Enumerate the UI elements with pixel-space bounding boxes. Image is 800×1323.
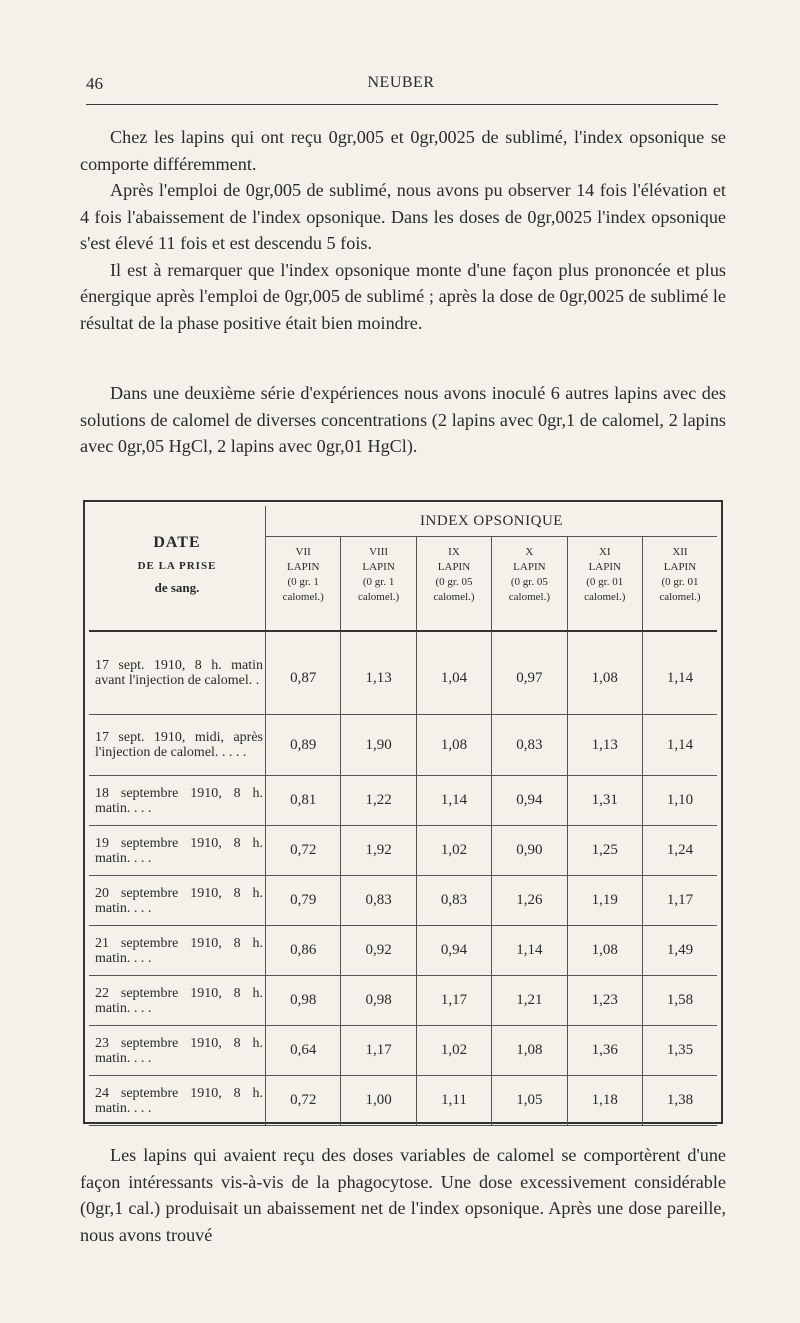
index-value-cell: 1,05	[492, 1076, 567, 1126]
index-value-cell: 0,83	[416, 876, 491, 926]
index-value-cell: 0,92	[341, 926, 416, 976]
index-value-cell: 1,25	[567, 826, 642, 876]
paragraph: Il est à remarquer que l'index opsonique monte d'une façon plus prononcée et plus énergique après l'emploi de 0gr,005 de sublimé ; après la dose de 0gr,0025 de sublimé le résultat de la phase positive était bien moindre.	[80, 259, 726, 333]
index-value-cell: 0,81	[266, 776, 341, 826]
date-column-header	[89, 506, 266, 631]
column-header-num: IX	[448, 546, 460, 558]
column-header-num: XI	[598, 546, 611, 558]
index-value-cell: 1,18	[567, 1076, 642, 1126]
index-value-cell: 1,02	[416, 1026, 491, 1076]
header-rule	[86, 104, 718, 105]
index-value-cell: 1,49	[642, 926, 717, 976]
index-value-cell: 1,02	[416, 826, 491, 876]
index-value-cell: 0,94	[492, 776, 567, 826]
column-header-lapin: LAPIN	[362, 561, 395, 573]
index-value-cell: 1,00	[341, 1076, 416, 1126]
index-value-cell: 1,23	[567, 976, 642, 1026]
index-value-cell: 0,98	[266, 976, 341, 1026]
page-number: 46	[86, 74, 103, 93]
column-header-dose: (0 gr. 05	[510, 576, 548, 588]
table-row	[89, 1026, 717, 1076]
table-row	[89, 631, 717, 715]
row-date-label: 19 septembre 1910, 8 h. matin. . . .	[89, 826, 266, 876]
index-value-cell: 0,98	[341, 976, 416, 1026]
index-value-cell: 1,11	[416, 1076, 491, 1126]
column-header-sub: calomel.)	[584, 591, 626, 603]
index-value-cell: 1,22	[341, 776, 416, 826]
index-value-cell: 0,97	[492, 631, 567, 715]
row-date-label: 17 sept. 1910, 8 h. matin avant l'injection de calomel. .	[89, 631, 266, 715]
row-date-label: 21 septembre 1910, 8 h. matin. . . .	[89, 926, 266, 976]
body-text-bottom	[80, 1142, 726, 1248]
body-text-middle	[80, 380, 726, 460]
lapin-column-header	[567, 537, 642, 632]
table-row	[89, 926, 717, 976]
index-value-cell: 0,83	[492, 715, 567, 776]
index-opsonique-header: INDEX OPSONIQUE	[266, 506, 718, 537]
index-value-cell: 1,14	[642, 715, 717, 776]
table-row	[89, 876, 717, 926]
lapin-column-header	[416, 537, 491, 632]
column-header-lapin: LAPIN	[437, 561, 471, 573]
column-header-num: VIII	[369, 546, 389, 558]
index-value-cell: 0,72	[266, 1076, 341, 1126]
index-value-cell: 1,24	[642, 826, 717, 876]
column-header-num: XII	[672, 546, 688, 558]
index-value-cell: 1,13	[567, 715, 642, 776]
body-text-top	[80, 124, 726, 336]
index-value-cell: 0,64	[266, 1026, 341, 1076]
lapin-column-header	[492, 537, 567, 632]
data-table	[89, 506, 717, 1126]
index-value-cell: 1,08	[416, 715, 491, 776]
index-value-cell: 1,17	[642, 876, 717, 926]
index-value-cell: 0,90	[492, 826, 567, 876]
paragraph: Dans une deuxième série d'expériences nous avons inoculé 6 autres lapins avec des solutions de calomel de diverses concentrations (2 lapins avec 0gr,1 de calomel, 2 lapins avec 0gr,05 HgCl, 2 lapins avec 0gr,01 HgCl).	[80, 383, 726, 456]
column-header-lapin: LAPIN	[663, 561, 697, 573]
column-header-sub: calomel.)	[282, 591, 324, 603]
index-value-cell: 1,36	[567, 1026, 642, 1076]
index-value-cell: 1,58	[642, 976, 717, 1026]
date-head-note: de sang.	[154, 580, 200, 595]
opsonic-index-table	[83, 500, 723, 1124]
date-head-title: DATE	[153, 534, 201, 551]
index-value-cell: 0,94	[416, 926, 491, 976]
paragraph: Chez les lapins qui ont reçu 0gr,005 et 0gr,0025 de sublimé, l'index opsonique se comporte différemment.	[80, 127, 726, 174]
running-head: NEUBER	[367, 74, 435, 91]
index-value-cell: 1,17	[341, 1026, 416, 1076]
index-value-cell: 1,17	[416, 976, 491, 1026]
index-value-cell: 1,38	[642, 1076, 717, 1126]
page-header	[86, 74, 716, 96]
row-date-label: 22 septembre 1910, 8 h. matin. . . .	[89, 976, 266, 1026]
column-header-dose: (0 gr. 1	[362, 576, 395, 588]
index-value-cell: 1,04	[416, 631, 491, 715]
index-value-cell: 1,90	[341, 715, 416, 776]
table-row	[89, 976, 717, 1026]
column-header-lapin: LAPIN	[588, 561, 621, 573]
index-value-cell: 0,72	[266, 826, 341, 876]
lapin-column-header	[341, 537, 416, 632]
index-value-cell: 1,19	[567, 876, 642, 926]
index-value-cell: 0,87	[266, 631, 341, 715]
index-value-cell: 1,10	[642, 776, 717, 826]
paragraph: Après l'emploi de 0gr,005 de sublimé, nous avons pu observer 14 fois l'élévation et 4 fois l'abaissement de l'index opsonique. Dans les doses de 0gr,0025 l'index opsonique s'est élevé 11 fois et est descendu 5 fois.	[80, 180, 726, 253]
date-head-subtitle: DE LA PRISE	[137, 560, 217, 572]
table-row	[89, 776, 717, 826]
index-value-cell: 0,83	[341, 876, 416, 926]
column-header-sub: calomel.)	[357, 591, 400, 603]
row-date-label: 24 septembre 1910, 8 h. matin. . . .	[89, 1076, 266, 1126]
row-date-label: 23 septembre 1910, 8 h. matin. . . .	[89, 1026, 266, 1076]
column-header-sub: calomel.)	[659, 591, 701, 603]
column-header-num: VII	[295, 546, 311, 558]
column-header-num: X	[525, 546, 534, 558]
index-value-cell: 0,79	[266, 876, 341, 926]
index-value-cell: 1,14	[416, 776, 491, 826]
index-value-cell: 1,08	[492, 1026, 567, 1076]
index-value-cell: 0,89	[266, 715, 341, 776]
column-header-lapin: LAPIN	[287, 561, 320, 573]
row-date-label: 18 septembre 1910, 8 h. matin. . . .	[89, 776, 266, 826]
index-value-cell: 1,14	[492, 926, 567, 976]
column-header-sub: calomel.)	[433, 591, 475, 603]
column-header-dose: (0 gr. 05	[435, 576, 473, 588]
index-value-cell: 1,08	[567, 926, 642, 976]
lapin-column-header	[266, 537, 341, 632]
column-header-dose: (0 gr. 1	[287, 576, 319, 588]
index-value-cell: 1,31	[567, 776, 642, 826]
index-value-cell: 1,21	[492, 976, 567, 1026]
column-header-lapin: LAPIN	[513, 561, 546, 573]
lapin-column-header	[642, 537, 717, 632]
index-value-cell: 1,14	[642, 631, 717, 715]
index-value-cell: 1,26	[492, 876, 567, 926]
index-value-cell: 0,86	[266, 926, 341, 976]
paragraph: Les lapins qui avaient reçu des doses variables de calomel se comportèrent d'une façon intéressants vis-à-vis de la phagocytose. Une dose excessivement considérable (0gr,1 cal.) produisait un abaissement net de l'index opsonique. Après une dose pareille, nous avons trouvé	[80, 1145, 726, 1245]
column-header-dose: (0 gr. 01	[586, 576, 624, 588]
column-header-dose: (0 gr. 01	[661, 576, 699, 588]
index-value-cell: 1,35	[642, 1026, 717, 1076]
table-row	[89, 826, 717, 876]
row-date-label: 17 sept. 1910, midi, après l'injection de calomel. . . . .	[89, 715, 266, 776]
table-row	[89, 715, 717, 776]
column-header-sub: calomel.)	[508, 591, 550, 603]
row-date-label: 20 septembre 1910, 8 h. matin. . . .	[89, 876, 266, 926]
index-value-cell: 1,13	[341, 631, 416, 715]
index-value-cell: 1,08	[567, 631, 642, 715]
table-row	[89, 1076, 717, 1126]
index-value-cell: 1,92	[341, 826, 416, 876]
